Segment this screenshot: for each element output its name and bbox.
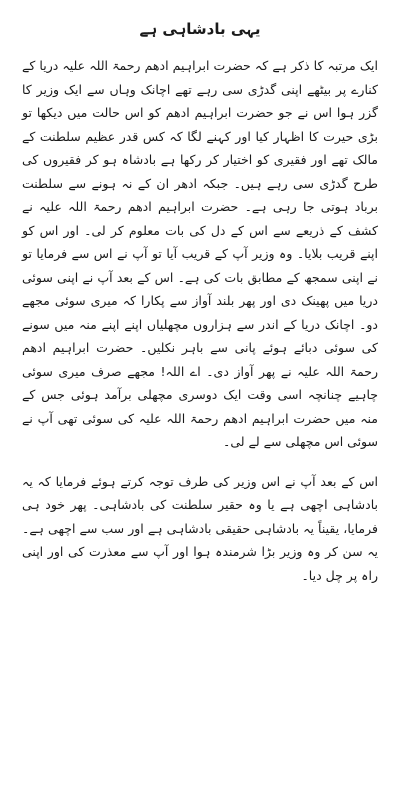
page-title: یہی بادشاہی ہے	[139, 20, 261, 38]
story-paragraph: ایک مرتبہ کا ذکر ہے کہ حضرت ابراہیم ادھم رحمۃ اللہ علیہ دریا کے کنارے پر بیٹھے اپنی گدڑی سی رہے تھے اچانک وہاں سے ایک وزیر کا گزر ہوا اس نے جو حضرت ابراہیم ادھم کو اس حالت میں دیکھا تو بڑی حیرت کا اظہار کیا اور کہنے لگا کہ کس قدر عظیم سلطنت کے مالک تھے اور فقیری کو اختیار کر رکھا ہے بادشاہ ہو کر فقیروں کی طرح گدڑی سی رہے ہیں۔ جبکہ ادھر ان کے نہ ہونے سے سلطنت برباد ہوتی جا رہی ہے۔ حضرت ابراہیم ادھم رحمۃ اللہ علیہ نے کشف کے ذریعے سے اس کے دل کی بات معلوم کر لی۔ اور اس کو اپنے قریب بلایا۔ وہ وزیر آپ کے قریب آیا تو آپ نے اس سے فرمایا تو نے اپنی سمجھ کے مطابق بات کی ہے۔ اس کے بعد آپ نے اپنی سوئی دریا میں پھینک دی اور پھر بلند آواز سے پکارا کہ میری سوئی مجھے دو۔ اچانک دریا کے اندر سے ہزاروں مچھلیاں اپنے اپنے منہ میں سونے کی سوئی دبائے ہوئے پانی سے باہر نکلیں۔ حضرت ابراہیم ادھم رحمۃ اللہ علیہ نے پھر آواز دی۔ اے اللہ! مجھے صرف میری سوئی چاہیے چنانچہ اسی وقت ایک دوسری مچھلی برآمد ہوئی جس کے منہ میں حضرت ابراہیم ادھم رحمۃ اللہ علیہ کی سوئی تھی آپ نے سوئی اس مچھلی سے لے لی۔	[22, 58, 378, 449]
story-paragraph: اس کے بعد آپ نے اس وزیر کی طرف توجہ کرتے ہوئے فرمایا کہ یہ بادشاہی اچھی ہے یا وہ حقیر سلطنت کی بادشاہی۔ پھر خود ہی فرمایا، یقیناً یہ بادشاہی حقیقی بادشاہی ہے اور سب سے اچھی ہے۔ یہ سن کر وہ وزیر بڑا شرمندہ ہوا اور آپ سے معذرت کی اور اپنی راہ پر چل دیا۔	[22, 473, 378, 583]
